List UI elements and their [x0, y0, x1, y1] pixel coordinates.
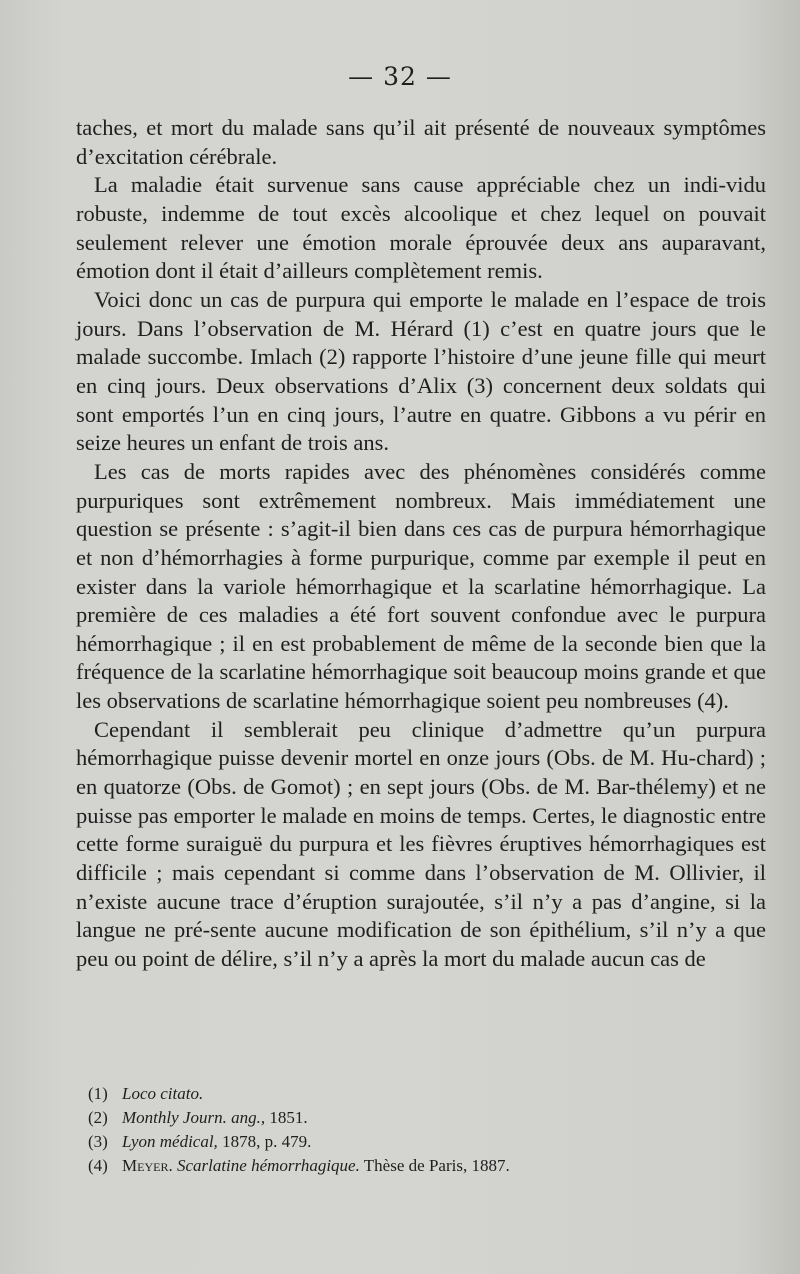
footnote-detail: 1851.: [265, 1108, 308, 1127]
footnote-2: [88, 1106, 768, 1130]
footnote-3: [88, 1130, 768, 1154]
footnote-source: Lyon médical,: [122, 1132, 218, 1151]
paragraph: La maladie était survenue sans cause appréciable chez un indi-vidu robuste, indemme de tout excès alcoolique et chez lequel on pouvait seulement relever une émotion morale éprouvée deux ans auparavant, émotion dont il était d’ailleurs complètement remis.: [76, 172, 766, 284]
footnotes: [88, 1082, 768, 1178]
paragraph: Voici donc un cas de purpura qui emporte le malade en l’espace de trois jours. Dans l’observation de M. Hérard (1) c’est en quatre jours que le malade succombe. Imlach (2) rapporte l’histoire d’une jeune fille qui meurt en cinq jours. Deux observations d’Alix (3) concernent deux soldats qui sont emportés l’un en cinq jours, l’autre en quatre. Gibbons a vu périr en seize heures un enfant de trois ans.: [76, 286, 766, 456]
footnote-number: (4): [88, 1156, 108, 1175]
paragraph-continued: taches, et mort du malade sans qu’il ait présenté de nouveaux symptômes d’excitation cérébrale.: [76, 115, 766, 169]
footnote-detail: Thèse de Paris, 1887.: [359, 1156, 510, 1175]
footnote-number: (1): [88, 1084, 108, 1103]
footnote-source: Loco citato.: [122, 1084, 204, 1103]
paragraph: Cependant il semblerait peu clinique d’admettre qu’un purpura hémorrhagique puisse devenir mortel en onze jours (Obs. de M. Hu-chard) ; en quatorze (Obs. de Gomot) ; en sept jours (Obs. de M. Bar-thélemy) et ne puisse pas emporter le malade en moins de temps. Certes, le diagnostic entre cette forme suraiguë du purpura et les fièvres éruptives hémorrhagiques est difficile ; mais cependant si comme dans l’observation de M. Ollivier, il n’existe aucune trace d’éruption surajoutée, s’il n’y a pas d’angine, si la langue ne pré-sente aucune modification de son épithélium, s’il n’y a que peu ou point de délire, s’il n’y a après la mort du malade aucun cas de: [76, 716, 766, 972]
footnote-number: (3): [88, 1132, 108, 1151]
footnote-source: Scarlatine hémorrhagique.: [176, 1156, 360, 1175]
body-text: [76, 114, 766, 974]
footnote-4: [88, 1154, 768, 1178]
footnote-source: Monthly Journ. ang.,: [122, 1108, 266, 1127]
footnote-detail: 1878, p. 479.: [217, 1132, 312, 1151]
footnote-author: Meyer.: [122, 1156, 173, 1175]
page-number: — 32 —: [348, 62, 452, 91]
footnote-1: [88, 1082, 768, 1106]
footnote-number: (2): [88, 1108, 108, 1127]
paragraph: Les cas de morts rapides avec des phénomènes considérés comme purpuriques sont extrêmement nombreux. Mais immédiatement une question se présente : s’agit-il bien dans ces cas de purpura hémorrhagique et non d’hémorrhagies à forme purpurique, comme par exemple il peut en exister dans la variole hémorrhagique et la scarlatine hémorrhagique. La première de ces maladies a été fort souvent confondue avec le purpura hémorrhagique ; il en est probablement de même de la seconde bien que la fréquence de la scarlatine hémorrhagique soit beaucoup moins grande et que les observations de scarlatine hémorrhagique soient peu nombreuses (4).: [76, 458, 766, 714]
